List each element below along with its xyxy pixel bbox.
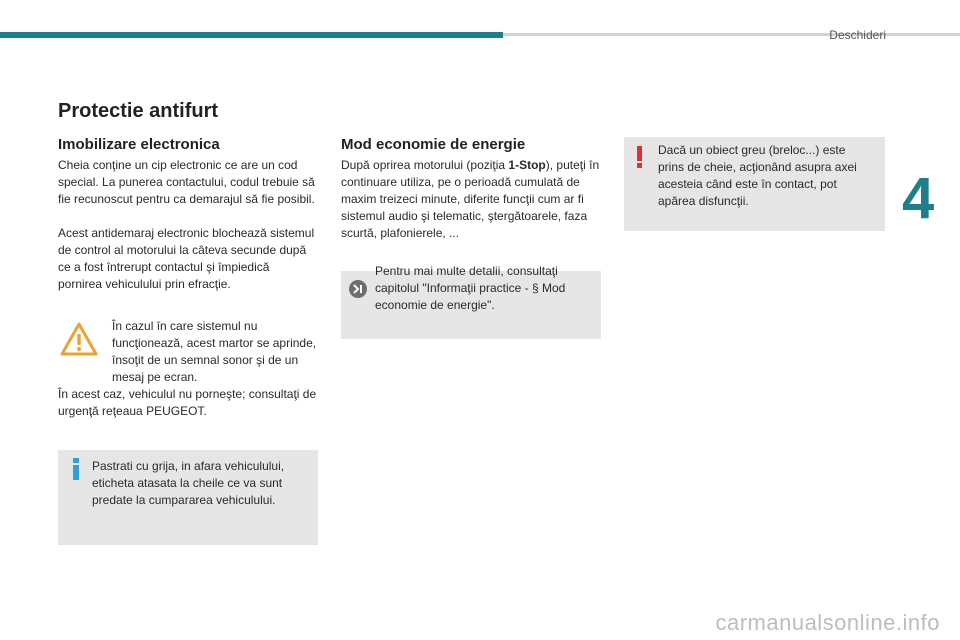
watermark: carmanualsonline.info bbox=[715, 610, 940, 635]
warning-triangle-icon bbox=[60, 322, 98, 361]
skip-forward-icon bbox=[349, 280, 367, 303]
chapter-number: 4 bbox=[902, 166, 935, 231]
info-icon bbox=[73, 458, 79, 485]
warning-continuation: În acest caz, vehiculul nu porneşte; consultaţi de urgenţă reţeaua PEUGEOT. bbox=[58, 387, 317, 418]
header-accent-bar bbox=[0, 32, 503, 38]
warning-text: În cazul în care sistemul nu funcţionează, acest martor se aprinde, însoţit de un semnal sonor şi de un mesaj pe ecran. bbox=[112, 319, 317, 384]
energy-paragraph bbox=[341, 157, 603, 242]
reference-text: Pentru mai multe detalii, consultaţi capitolul "Informaţii practice - § Mod economie de energie". bbox=[375, 264, 566, 312]
immobilizer-paragraph-1: Cheia conţine un cip electronic ce are un cod special. La punerea contactului, codul trebuie să fie recunoscut pentru ca demarajul să fie posibil. bbox=[58, 158, 315, 206]
section-name: Deschideri bbox=[829, 28, 886, 42]
info-box bbox=[58, 450, 318, 545]
immobilizer-paragraph-2: Acest antidemaraj electronic blochează sistemul de control al motorului la câteva secunde după ce a fost întrerupt contactul şi împiedică pornirea vehiculului prin efracţie. bbox=[58, 226, 315, 291]
heading-energy-saving: Mod economie de energie bbox=[341, 136, 526, 153]
caution-box bbox=[624, 137, 885, 231]
heading-immobilizer: Imobilizare electronica bbox=[58, 136, 220, 153]
page-title: Protectie antifurt bbox=[58, 100, 219, 122]
reference-box bbox=[341, 264, 601, 339]
energy-paragraph-end: ), puteţi în continuare utiliza, pe o perioadă cumulată de maxim treizeci minute, diferite funcţii cum ar fi sistemul audio şi telematic, ştergătoarele, faza scurtă, plafonierele, ... bbox=[341, 158, 600, 240]
energy-paragraph-bold: 1-Stop bbox=[508, 158, 546, 172]
caution-text: Dacă un obiect greu (breloc...) este prins de cheie, acţionând asupra axei acesteia când este în contact, pot apărea disfuncţii. bbox=[658, 143, 857, 208]
info-text: Pastrati cu grija, in afara vehiculului, eticheta atasata la cheile ce va sunt predate la cumpararea vehiculului. bbox=[92, 459, 285, 507]
exclamation-icon bbox=[637, 146, 642, 173]
header-rule bbox=[503, 33, 960, 36]
energy-paragraph-start: După oprirea motorului (poziţia bbox=[341, 158, 509, 172]
